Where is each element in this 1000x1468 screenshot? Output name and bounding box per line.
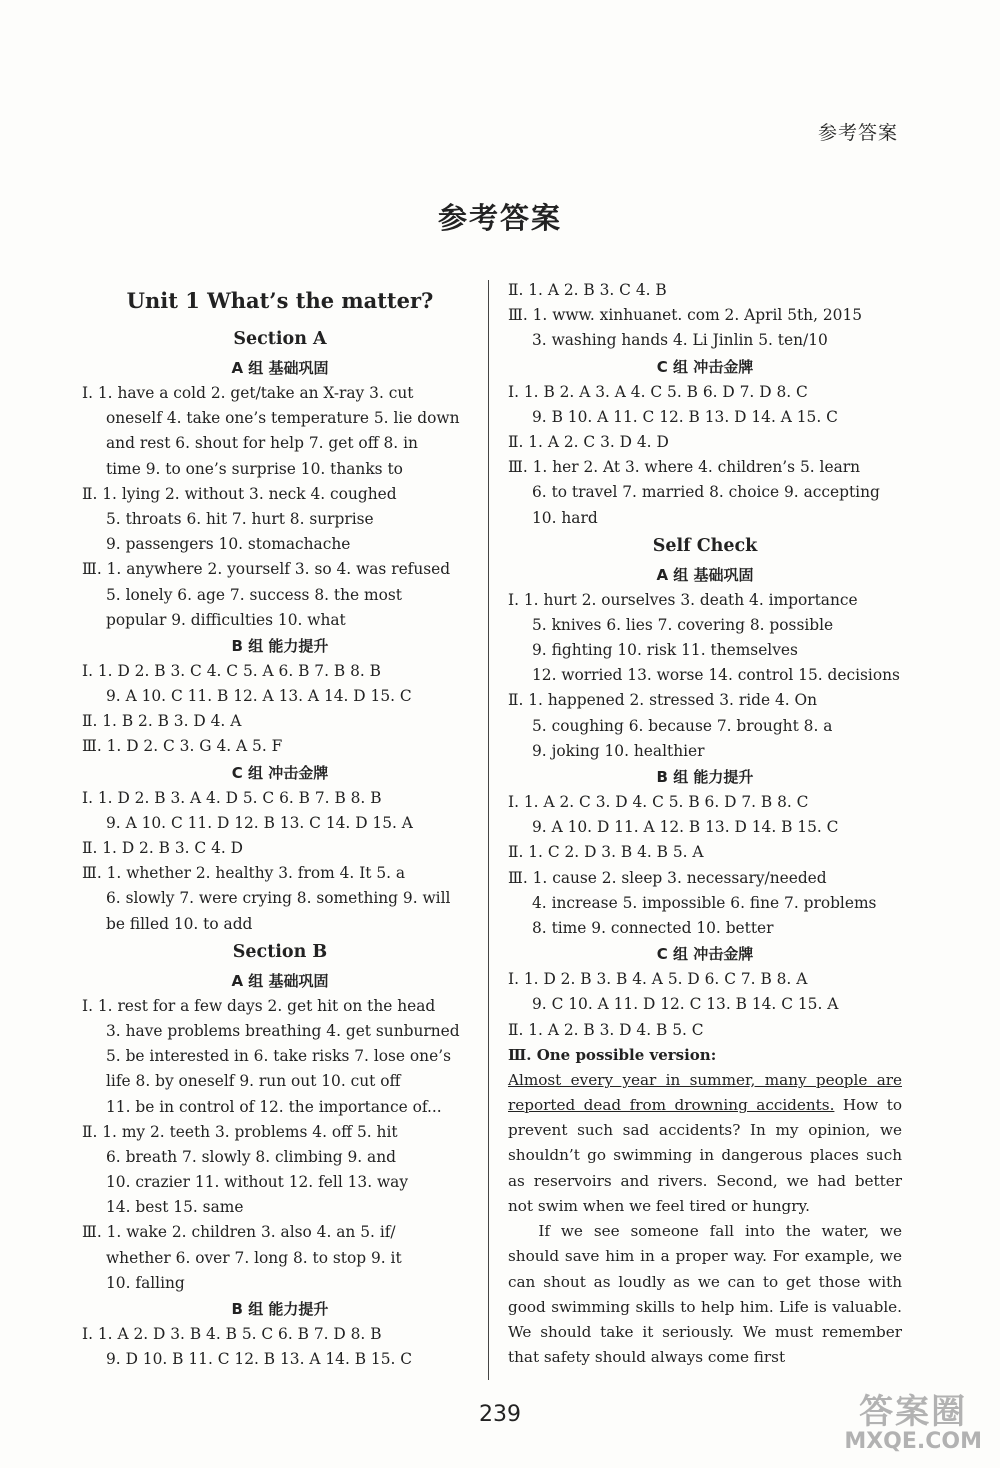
answer-line-continued: 6. breath 7. slowly 8. climbing 9. and bbox=[106, 1147, 396, 1166]
group-heading: C 组 冲击金牌 bbox=[656, 945, 754, 964]
answer-line: Ⅱ. 1. A 2. B 3. D 4. B 5. C bbox=[508, 1020, 704, 1039]
answer-line: Ⅰ. 1. B 2. A 3. A 4. C 5. B 6. D 7. D 8. C bbox=[508, 382, 808, 401]
essay-paragraph-1-rest: How to prevent such sad accidents? In my opinion, we shouldn’t go swimming in dangerous places such as reservoirs and rivers. Second, we had better not swim when we feel tired or hungry. bbox=[508, 1096, 902, 1215]
answer-line: Ⅰ. 1. A 2. C 3. D 4. C 5. B 6. D 7. B 8. C bbox=[508, 793, 809, 811]
answer-line-continued: time 9. to one’s surprise 10. thanks to bbox=[106, 459, 403, 478]
answer-line: Ⅰ. 1. have a cold 2. get/take an X-ray 3. cut bbox=[82, 384, 414, 402]
group-heading: B 组 能力提升 bbox=[656, 768, 754, 786]
page-number: 239 bbox=[479, 1402, 521, 1427]
answer-line: Ⅲ. 1. D 2. C 3. G 4. A 5. F bbox=[82, 737, 283, 756]
group-heading: A 组 基础巩固 bbox=[231, 359, 329, 377]
answer-line-continued: 9. passengers 10. stomachache bbox=[106, 535, 351, 554]
answer-line-continued: 5. coughing 6. because 7. brought 8. a bbox=[532, 716, 833, 735]
answer-line: Ⅰ. 1. rest for a few days 2. get hit on the head bbox=[82, 996, 436, 1015]
answer-line-continued: 10. hard bbox=[532, 508, 598, 527]
watermark bbox=[844, 1384, 982, 1454]
answer-line-continued: 10. falling bbox=[106, 1273, 185, 1292]
section-heading: Section A bbox=[233, 329, 327, 349]
answer-line-continued: be filled 10. to add bbox=[106, 914, 253, 933]
answer-line-continued: whether 6. over 7. long 8. to stop 9. it bbox=[106, 1248, 402, 1267]
answer-line: Ⅰ. 1. hurt 2. ourselves 3. death 4. importance bbox=[508, 590, 858, 609]
essay-paragraph-2: If we see someone fall into the water, we should save him in a proper way. For example, we can shout as loudly as we can to get those with good swimming skills to help him. Life is valuable. We should take it seriously. We must remember that safety should always come first bbox=[508, 1222, 902, 1367]
answer-line-continued: 5. be interested in 6. take risks 7. lose one’s bbox=[106, 1047, 451, 1066]
section-heading: Section B bbox=[232, 941, 328, 962]
answer-line: Ⅱ. 1. my 2. teeth 3. problems 4. off 5. hit bbox=[82, 1122, 398, 1141]
answer-line-continued: 14. best 15. same bbox=[106, 1198, 244, 1217]
group-heading: C 组 冲击金牌 bbox=[231, 763, 329, 782]
answer-line-continued: 9. A 10. C 11. D 12. B 13. C 14. D 15. A bbox=[106, 813, 413, 832]
answer-line: Ⅲ. 1. anywhere 2. yourself 3. so 4. was refused bbox=[82, 560, 451, 579]
answer-line-continued: 5. knives 6. lies 7. covering 8. possible bbox=[532, 615, 834, 634]
answer-line-continued: 11. be in control of 12. the importance of... bbox=[106, 1097, 442, 1116]
answer-line: Ⅲ. 1. whether 2. healthy 3. from 4. It 5. a bbox=[82, 864, 406, 883]
answer-line-continued: 9. joking 10. healthier bbox=[532, 741, 705, 760]
right-answer-lines bbox=[508, 278, 902, 1068]
right-column bbox=[508, 278, 902, 1370]
essay-topic-sentence: Almost every year in summer, many people are reported dead from drowning accidents. bbox=[508, 1070, 902, 1115]
answer-line-continued: 8. time 9. connected 10. better bbox=[532, 918, 774, 937]
answer-line: Ⅱ. 1. B 2. B 3. D 4. A bbox=[82, 712, 242, 731]
page-title: 参考答案 bbox=[437, 201, 562, 235]
answer-line-continued: popular 9. difficulties 10. what bbox=[106, 610, 346, 629]
left-column bbox=[82, 278, 478, 1372]
answer-line-continued: 9. B 10. A 11. C 12. B 13. D 14. A 15. C bbox=[532, 407, 838, 426]
answer-line: Ⅲ. 1. cause 2. sleep 3. necessary/needed bbox=[508, 868, 827, 887]
answer-line: Ⅰ. 1. D 2. B 3. C 4. C 5. A 6. B 7. B 8. B bbox=[82, 661, 381, 680]
answer-line: Ⅱ. 1. A 2. C 3. D 4. D bbox=[508, 432, 669, 451]
answer-line-continued: life 8. by oneself 9. run out 10. cut off bbox=[106, 1072, 401, 1091]
answer-line: Ⅰ. 1. A 2. D 3. B 4. B 5. C 6. B 7. D 8. B bbox=[82, 1325, 382, 1343]
answer-line: Ⅱ. 1. A 2. B 3. C 4. B bbox=[508, 281, 667, 299]
answer-line-continued: 5. throats 6. hit 7. hurt 8. surprise bbox=[106, 509, 374, 528]
answer-line: Ⅰ. 1. D 2. B 3. B 4. A 5. D 6. C 7. B 8. A bbox=[508, 970, 808, 989]
answer-line: Ⅱ. 1. C 2. D 3. B 4. B 5. A bbox=[508, 843, 704, 862]
answer-line-continued: 3. washing hands 4. Li Jinlin 5. ten/10 bbox=[532, 331, 828, 350]
group-heading: B 组 能力提升 bbox=[231, 636, 329, 655]
answer-line-continued: 3. have problems breathing 4. get sunburned bbox=[106, 1021, 460, 1040]
watermark-site: MXQE.COM bbox=[844, 1429, 982, 1454]
answer-line-continued: 9. fighting 10. risk 11. themselves bbox=[532, 641, 798, 660]
answer-line-continued: 9. A 10. D 11. A 12. B 13. D 14. B 15. C bbox=[532, 818, 839, 837]
column-divider bbox=[488, 280, 489, 1380]
unit-heading: Unit 1 What’s the matter? bbox=[126, 288, 434, 313]
answer-line-continued: 9. D 10. B 11. C 12. B 13. A 14. B 15. C bbox=[106, 1350, 413, 1369]
answer-line-continued: 6. slowly 7. were crying 8. something 9. will bbox=[106, 889, 451, 908]
answer-line-continued: 5. lonely 6. age 7. success 8. the most bbox=[106, 585, 402, 604]
answer-line-continued: 4. increase 5. impossible 6. fine 7. problems bbox=[532, 893, 877, 912]
essay-note: Ⅲ. One possible version: bbox=[508, 1045, 717, 1064]
group-heading: B 组 能力提升 bbox=[231, 1300, 329, 1318]
answer-line: Ⅲ. 1. her 2. At 3. where 4. children’s 5. learn bbox=[508, 458, 861, 477]
answer-line: Ⅱ. 1. D 2. B 3. C 4. D bbox=[82, 839, 243, 857]
answer-line-continued: and rest 6. shout for help 7. get off 8. in bbox=[106, 434, 418, 453]
section-heading: Self Check bbox=[652, 535, 758, 556]
answer-line-continued: 9. C 10. A 11. D 12. C 13. B 14. C 15. A bbox=[532, 995, 839, 1014]
answer-line: Ⅰ. 1. D 2. B 3. A 4. D 5. C 6. B 7. B 8. B bbox=[82, 788, 382, 807]
essay bbox=[508, 1068, 902, 1370]
answer-line-continued: 6. to travel 7. married 8. choice 9. accepting bbox=[532, 483, 880, 502]
essay-paragraph-1 bbox=[508, 1068, 902, 1219]
answer-line-continued: oneself 4. take one’s temperature 5. lie down bbox=[106, 409, 460, 428]
answer-line: Ⅱ. 1. happened 2. stressed 3. ride 4. On bbox=[508, 691, 818, 710]
answer-line-continued: 12. worried 13. worse 14. control 15. decisions bbox=[532, 666, 900, 685]
answer-line: Ⅲ. 1. wake 2. children 3. also 4. an 5. if/ bbox=[82, 1223, 396, 1242]
group-heading: C 组 冲击金牌 bbox=[656, 357, 754, 376]
answer-line-continued: 10. crazier 11. without 12. fell 13. way bbox=[106, 1173, 409, 1192]
running-head: 参考答案 bbox=[817, 122, 898, 144]
answer-line-continued: 9. A 10. C 11. B 12. A 13. A 14. D 15. C bbox=[106, 687, 412, 706]
group-heading: A 组 基础巩固 bbox=[656, 565, 754, 584]
watermark-logo: 答案圈 bbox=[859, 1392, 968, 1432]
group-heading: A 组 基础巩固 bbox=[231, 971, 329, 990]
answer-line: Ⅲ. 1. www. xinhuanet. com 2. April 5th, 2015 bbox=[508, 306, 863, 325]
answer-line: Ⅱ. 1. lying 2. without 3. neck 4. coughed bbox=[82, 484, 397, 503]
